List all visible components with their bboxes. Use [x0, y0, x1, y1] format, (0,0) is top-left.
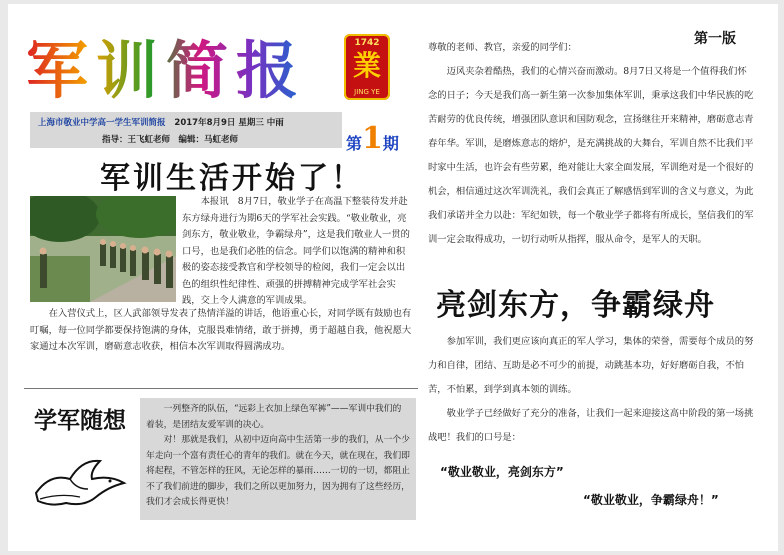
column-text-box	[140, 398, 416, 520]
issue-date: 2017年8月9日 星期三 中雨	[174, 118, 284, 128]
section-divider	[24, 388, 418, 389]
right-para-2: 参加军训，我们更应该向真正的军人学习，集体的荣誉，需要每个成员的努力和自律，团结、互助是必不可少的前提，动跳基本功，好好磨砺自我，不怕苦，不怕累，到学到真本领的训练。	[428, 336, 754, 395]
seal-text: JING YE	[354, 88, 380, 96]
right-para-1: 迈风夹杂着酷热，我们的心情兴奋而激动。8月7日又将是一个值得我们怀念的日子；今天是我们高一新生第一次参加集体军训，秉承这我们中华民族的吃苦耐劳的优良传统，增强团队意识和国防观念，宣扬继往开来精神，磨砺意志青春年华。军训，是磨炼意志的熔炉，是充满挑战的大舞台，军训自然不比我们平时家中生活，也许会有些劳累，绝对能让大家全面发展，军训绝对是一个很好的机会，相信通过这次军训洗礼，我们会真正了解感悟到军训的含义与意义，为此我们承诺并全力以赴：军纪如铁，每一个敬业学子都将有所成长，坚信我们的军训一定会取得成功，一切行动听从指挥，服从命令，是军人的天职。	[428, 66, 754, 245]
right-column-upper	[428, 36, 754, 252]
right-para-3: 敬业学子已经做好了充分的准备，让我们一起来迎接这高中阶段的第一场挑战吧！我们的口号是：	[428, 408, 754, 443]
main-article-body: 在入营仪式上，区人武部领导发表了热情洋溢的讲话，他语重心长，对同学既有鼓励也有叮嘱，每一位同学都要保持饱满的身体，克服畏难情绪，敢于拼搏，勇于超越自我，他祝愿大家通过本次军训，磨砺意志收获，相信本次军训取得圆满成功。	[30, 308, 412, 352]
dove-icon	[30, 453, 130, 515]
main-headline: 军训生活开始了！	[100, 161, 364, 196]
chant-1: “敬业敬业，亮剑东方”	[440, 465, 564, 479]
training-photo	[30, 196, 176, 302]
chant-2: “敬业敬业，争霸绿舟！”	[583, 493, 719, 507]
edition-label: 第一版	[694, 31, 736, 47]
main-article-lead: 本报讯 8月7日，敬业学子在高温下整装待发并赴东方绿舟进行为期6天的学军社会实践。“敬业敬业，亮剑东方，敬业敬业，争霸绿舟”，这是我们敬业人一贯的口号，也是我们必胜的信念。同学们以饱满的精神和积极的姿态接受教官和学校领导的检阅，我们一定会以出色的组织性纪律性、顽强的拼搏精神完成学军社会实践，交上令人满意的军训成果。	[182, 196, 410, 306]
slogan-headline: 亮剑东方，争霸绿舟	[436, 288, 715, 323]
editors-line: 指导：王飞虹老师 编辑：马虹老师	[102, 135, 239, 145]
seal-character: 業	[352, 49, 381, 82]
column-text: 对！那就是我们，从初中迈向高中生活第一步的我们，从一个少年走向一个富有责任心的青年的我们。就在今天，就在现在，我们即将起程，不管怎样的狂风，无论怎样的暴雨……一切的一切，都阻止不了我们前进的脚步，我们之所以更加努力，因为拥有了这些经历，我们才会成长得更快！	[146, 435, 410, 507]
school-name: 上海市敬业中学高一学生军训简报	[38, 118, 166, 128]
info-bar	[30, 112, 342, 148]
salutation: 尊敬的老师、教官，亲爱的同学们：	[428, 42, 577, 53]
school-seal-logo	[344, 34, 390, 100]
masthead-title: 军训简报	[26, 34, 307, 107]
column-lead: 一列整齐的队伍，“远彩上衣加上绿色军裤”——军训中我们的着装，是团结友爱军训的决心。	[146, 404, 402, 430]
issue-number: 第1期	[346, 121, 399, 156]
seal-year: 1742	[354, 38, 380, 48]
issue-digit: 1	[362, 121, 383, 156]
right-column-lower	[428, 330, 754, 450]
column-title: 学军随想	[34, 407, 126, 434]
